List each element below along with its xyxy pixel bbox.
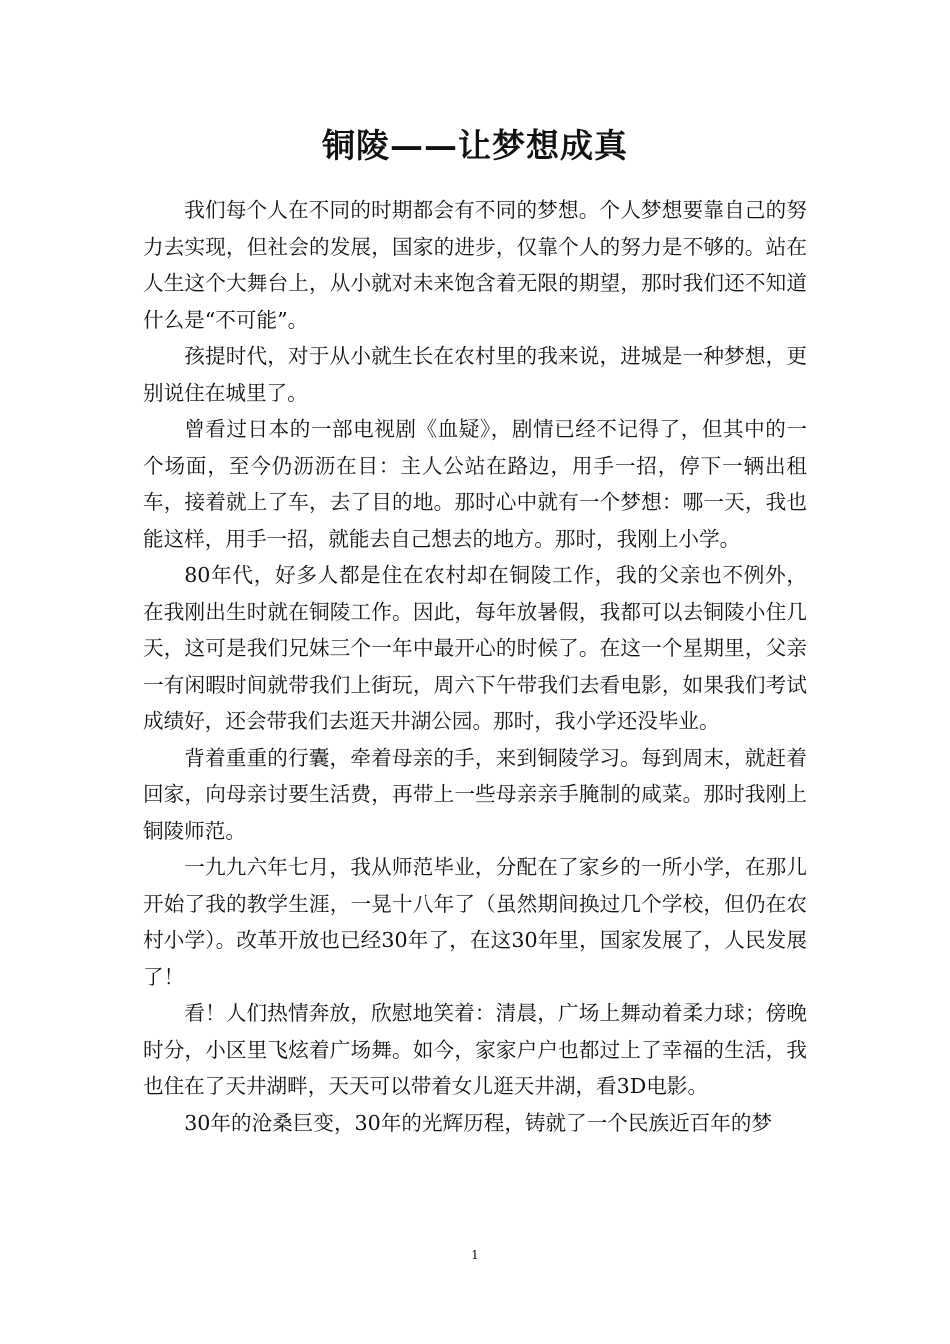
paragraph-1: 我们每个人在不同的时期都会有不同的梦想。个人梦想要靠自己的努力去实现，但社会的发展，国家的进步，仅靠个人的努力是不够的。站在人生这个大舞台上，从小就对未来饱含着无限的期望，那时我们还不知道什么是“不可能”。	[143, 198, 807, 332]
page-number: 1	[471, 1248, 479, 1262]
paragraph-3: 曾看过日本的一部电视剧《血疑》，剧情已经不记得了，但其中的一个场面，至今仍沥沥在目：主人公站在路边，用手一招，停下一辆出租车，接着就上了车，去了目的地。那时心中就有一个梦想：哪一天，我也能这样，用手一招，就能去自己想去的地方。那时，我刚上小学。	[143, 417, 807, 551]
paragraph-2: 孩提时代，对于从小就生长在农村里的我来说，进城是一种梦想，更别说住在城里了。	[143, 344, 807, 405]
document-body	[143, 192, 807, 1141]
paragraph-7: 看！人们热情奔放，欣慰地笑着：清晨，广场上舞动着柔力球；傍晚时分，小区里飞炫着广场舞。如今，家家户户也都过上了幸福的生活，我也住在了天井湖畔，天天可以带着女儿逛天井湖，看3D电影。	[143, 1001, 807, 1098]
paragraph-4: 80年代，好多人都是住在农村却在铜陵工作，我的父亲也不例外，在我刚出生时就在铜陵工作。因此，每年放暑假，我都可以去铜陵小住几天，这可是我们兄妹三个一年中最开心的时候了。在这一个星期里，父亲一有闲暇时间就带我们上街玩，周六下午带我们去看电影，如果我们考试成绩好，还会带我们去逛天井湖公园。那时，我小学还没毕业。	[143, 563, 807, 733]
paragraph-8: 30年的沧桑巨变，30年的光辉历程，铸就了一个民族近百年的梦	[184, 1110, 773, 1135]
document-title: 铜陵——让梦想成真	[322, 126, 628, 165]
paragraph-5: 背着重重的行囊，牵着母亲的手，来到铜陵学习。每到周末，就赶着回家，向母亲讨要生活费，再带上一些母亲亲手腌制的咸菜。那时我刚上铜陵师范。	[143, 745, 807, 843]
paragraph-6: 一九九六年七月，我从师范毕业，分配在了家乡的一所小学，在那儿开始了我的教学生涯，一晃十八年了（虽然期间换过几个学校，但仍在农村小学）。改革开放也已经30年了，在这30年里，国家发展了，人民发展了！	[143, 855, 807, 989]
